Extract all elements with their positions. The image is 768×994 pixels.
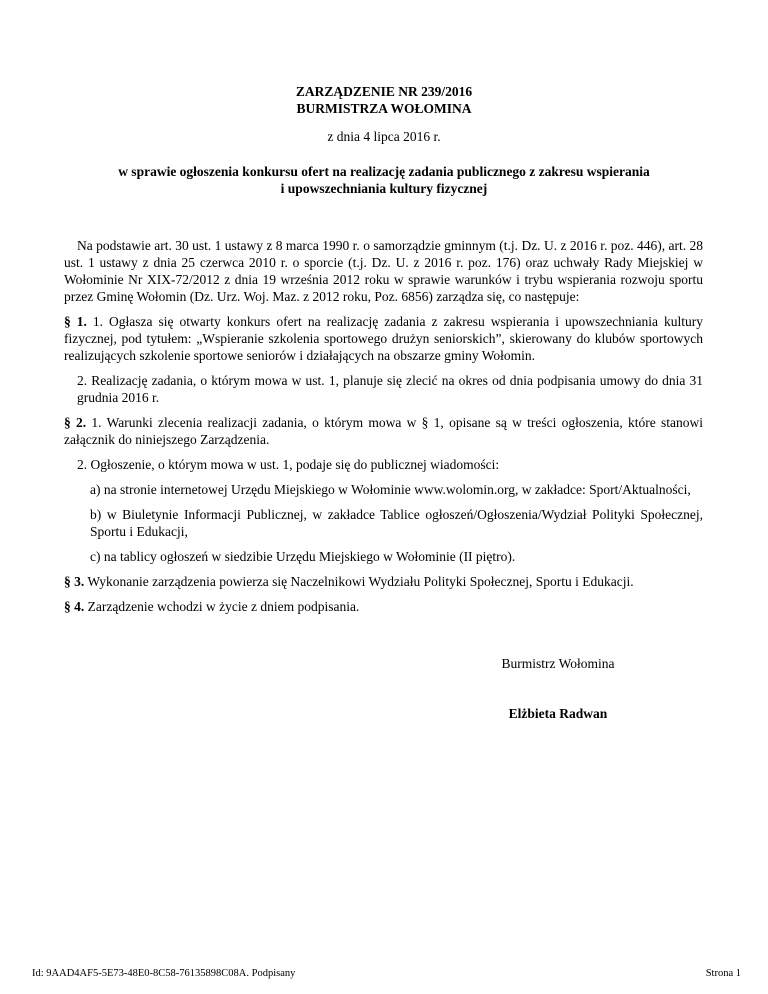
- section-1-text: 1. Ogłasza się otwarty konkurs ofert na realizację zadania z zakresu wspierania i upowszechniania kultury fizycznej, pod tytułem: „Wspieranie szkolenia sportowego drużyn seniorskich”, skierowany do klubów sportowych realizujących szkolenie sportowe seniorów i działających na obszarze gminy Wołomin.: [64, 314, 703, 363]
- section-1-mark: § 1.: [64, 314, 87, 329]
- section-2-item-c: c) na tablicy ogłoszeń w siedzibie Urzędu Miejskiego w Wołominie (II piętro).: [90, 549, 516, 564]
- document-subject: [60, 163, 708, 197]
- section-1-point-2: 2. Realizację zadania, o którym mowa w ust. 1, planuje się zlecić na okres od dnia podpisania umowy do dnia 31 grudnia 2016 r.: [77, 373, 703, 405]
- footer-document-id: Id: 9AAD4AF5-5E73-48E0-8C58-76135898C08A. Podpisany: [32, 968, 296, 979]
- subject-line-2: i upowszechniania kultury fizycznej: [280, 181, 488, 196]
- section-2-text: 1. Warunki zlecenia realizacji zadania, o którym mowa w § 1, opisane są w treści ogłoszenia, które stanowi załącznik do niniejszego Zarządzenia.: [64, 415, 704, 447]
- section-4-text: Zarządzenie wchodzi w życie z dniem podpisania.: [84, 599, 360, 614]
- preamble-paragraph: Na podstawie art. 30 ust. 1 ustawy z 8 marca 1990 r. o samorządzie gminnym (t.j. Dz. U. z 2016 r. poz. 446), art. 28 ust. 1 ustawy z dnia 25 czerwca 2010 r. o sporcie (t.j. Dz. U. z 2016 r. poz. 176) oraz uchwały Rady Miejskiej w Wołominie Nr XIX-72/2012 z dnia 19 września 2012 roku w sprawie warunków i trybu wspierania rozwoju sportu przez Gminę Wołomin (Dz. Urz. Woj. Maz. z 2012 roku, Poz. 6856) zarządza się, co następuje:: [64, 238, 703, 304]
- section-4: [64, 598, 703, 615]
- section-2-point-2: 2. Ogłoszenie, o którym mowa w ust. 1, podaje się do publicznej wiadomości:: [77, 457, 500, 472]
- document-title: [0, 83, 768, 117]
- section-3: [64, 573, 703, 590]
- section-2-mark: § 2.: [64, 415, 87, 430]
- section-1: [64, 313, 703, 364]
- title-line-2: BURMISTRZA WOŁOMINA: [296, 101, 472, 116]
- section-3-mark: § 3.: [64, 574, 85, 589]
- section-2-item-b: b) w Biuletynie Informacji Publicznej, w zakładce Tablice ogłoszeń/Ogłoszenia/Wydział Polityki Społecznej, Sportu i Edukacji,: [90, 507, 703, 539]
- section-2: [64, 414, 703, 448]
- signature-name: Elżbieta Radwan: [508, 706, 608, 721]
- section-2-item-a: a) na stronie internetowej Urzędu Miejskiego w Wołominie www.wolomin.org, w zakładce: Sport/Aktualności,: [90, 482, 691, 497]
- footer-page-number: Strona 1: [705, 968, 741, 979]
- section-4-mark: § 4.: [64, 599, 85, 614]
- document-body: [64, 237, 703, 623]
- title-line-1: ZARZĄDZENIE NR 239/2016: [295, 84, 473, 99]
- section-3-text: Wykonanie zarządzenia powierza się Naczelnikowi Wydziału Polityki Społecznej, Sportu i Edukacji.: [84, 574, 634, 589]
- document-date: z dnia 4 lipca 2016 r.: [327, 129, 441, 144]
- signature-title: Burmistrz Wołomina: [501, 656, 615, 671]
- subject-line-1: w sprawie ogłoszenia konkursu ofert na realizację zadania publicznego z zakresu wspierania: [118, 164, 650, 179]
